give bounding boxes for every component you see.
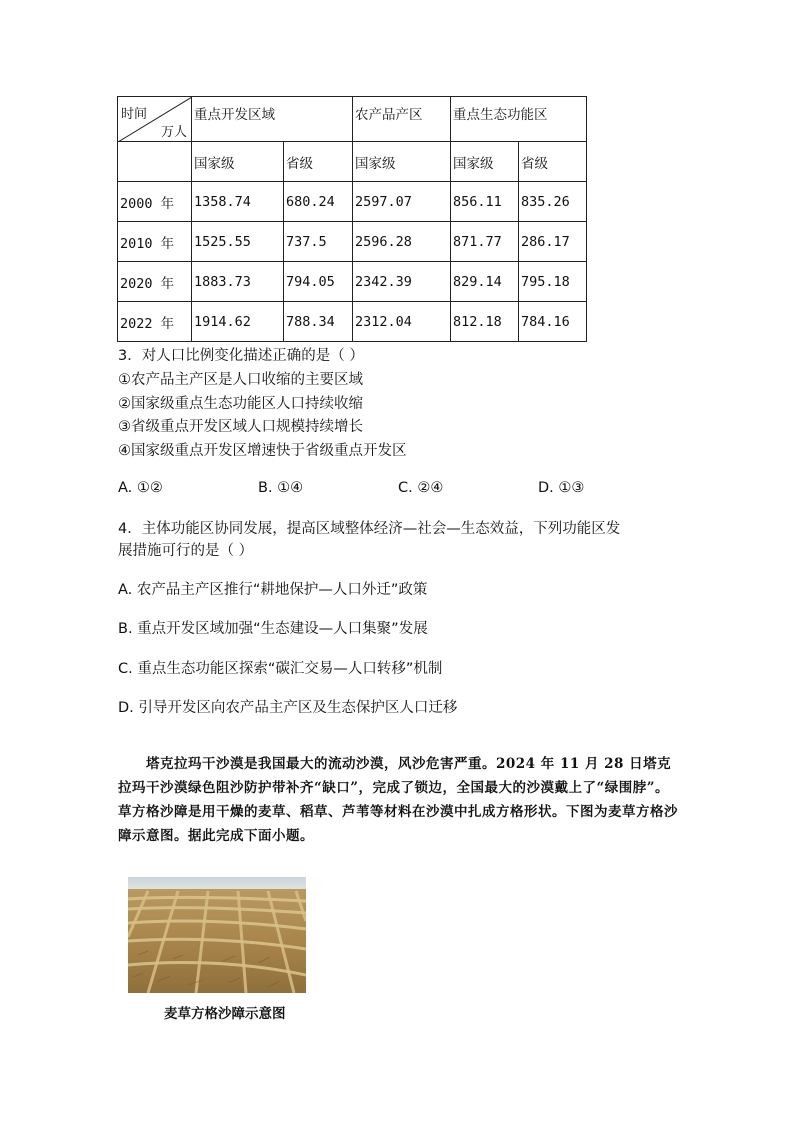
table-cell: 1525.55 xyxy=(192,222,284,262)
group-header: 农产品产区 xyxy=(353,97,451,142)
sub-header: 国家级 xyxy=(192,142,284,182)
q4-option-d[interactable]: D. 引导开发区向农产品主产区及生态保护区人口迁移 xyxy=(118,700,458,716)
table-cell xyxy=(118,142,192,182)
q4-option-a[interactable]: A. 农产品主产区推行“耕地保护—人口外迁”政策 xyxy=(118,582,428,598)
corner-bottom-label: 万人 xyxy=(160,125,187,140)
corner-cell xyxy=(118,97,192,142)
q4-option-b[interactable]: B. 重点开发区域加强“生态建设—人口集聚”发展 xyxy=(118,621,428,637)
table-cell: 829.14 xyxy=(451,262,519,302)
q3-item: ③省级重点开发区域人口规模持续增长 xyxy=(118,419,363,435)
table-cell: 680.24 xyxy=(284,182,353,222)
year-cell: 2010 年 xyxy=(118,222,192,262)
q3-stem: 3．对人口比例变化描述正确的是（ ） xyxy=(118,348,364,364)
q3-item: ①农产品主产区是人口收缩的主要区域 xyxy=(118,372,363,388)
q4-stem-line1: 4．主体功能区协同发展，提高区域整体经济—社会—生态效益，下列功能区发 xyxy=(118,521,621,537)
table-cell: 2342.39 xyxy=(353,262,451,302)
reading-passage: 塔克拉玛干沙漠是我国最大的流动沙漠，风沙危害严重。2024 年 11 月 28 日塔克拉玛干沙漠绿色阻沙防护带补齐“缺口”，完成了锁边，全国最大的沙漠戴上了“绿围脖”。草方格沙障是用干燥的麦草、稻草、芦苇等材料在沙漠中扎成方格形状。下图为麦草方格沙障示意图。据此完成下面小题。 xyxy=(118,756,678,844)
table-cell: 784.16 xyxy=(519,302,587,342)
sub-header: 国家级 xyxy=(451,142,519,182)
table-cell: 871.77 xyxy=(451,222,519,262)
photo-caption: 麦草方格沙障示意图 xyxy=(164,1006,286,1022)
table-header-row xyxy=(118,97,587,142)
corner-top-label: 时间 xyxy=(121,107,148,122)
table-row xyxy=(118,302,587,342)
table-cell: 794.05 xyxy=(284,262,353,302)
year-cell: 2000 年 xyxy=(118,182,192,222)
year-cell: 2022 年 xyxy=(118,302,192,342)
group-header: 重点生态功能区 xyxy=(451,97,587,142)
table-cell: 835.26 xyxy=(519,182,587,222)
q3-option-c[interactable]: C. ②④ xyxy=(398,480,444,496)
table-cell: 2596.28 xyxy=(353,222,451,262)
q3-option-a[interactable]: A. ①② xyxy=(118,480,163,496)
straw-checkerboard-photo xyxy=(128,877,306,993)
year-cell: 2020 年 xyxy=(118,262,192,302)
q3-item: ④国家级重点开发区增速快于省级重点开发区 xyxy=(118,443,407,459)
table-row xyxy=(118,262,587,302)
population-table xyxy=(117,96,587,342)
table-cell: 1358.74 xyxy=(192,182,284,222)
table-cell: 286.17 xyxy=(519,222,587,262)
q4-option-c[interactable]: C. 重点生态功能区探索“碳汇交易—人口转移”机制 xyxy=(118,661,443,677)
table-subheader-row xyxy=(118,142,587,182)
group-header: 重点开发区域 xyxy=(192,97,353,142)
sub-header: 省级 xyxy=(284,142,353,182)
table-cell: 2312.04 xyxy=(353,302,451,342)
q3-option-d[interactable]: D. ①③ xyxy=(538,480,585,496)
table-cell: 2597.07 xyxy=(353,182,451,222)
table-row xyxy=(118,182,587,222)
q4-stem-line2: 展措施可行的是（ ） xyxy=(118,543,254,559)
q3-option-b[interactable]: B. ①④ xyxy=(258,480,304,496)
sub-header: 国家级 xyxy=(353,142,451,182)
q3-options xyxy=(118,480,678,502)
table-row xyxy=(118,222,587,262)
table-cell: 788.34 xyxy=(284,302,353,342)
table-cell: 1914.62 xyxy=(192,302,284,342)
table-cell: 737.5 xyxy=(284,222,353,262)
table-cell: 856.11 xyxy=(451,182,519,222)
table-cell: 1883.73 xyxy=(192,262,284,302)
q3-item: ②国家级重点生态功能区人口持续收缩 xyxy=(118,396,363,412)
sub-header: 省级 xyxy=(519,142,587,182)
table-cell: 812.18 xyxy=(451,302,519,342)
table-cell: 795.18 xyxy=(519,262,587,302)
